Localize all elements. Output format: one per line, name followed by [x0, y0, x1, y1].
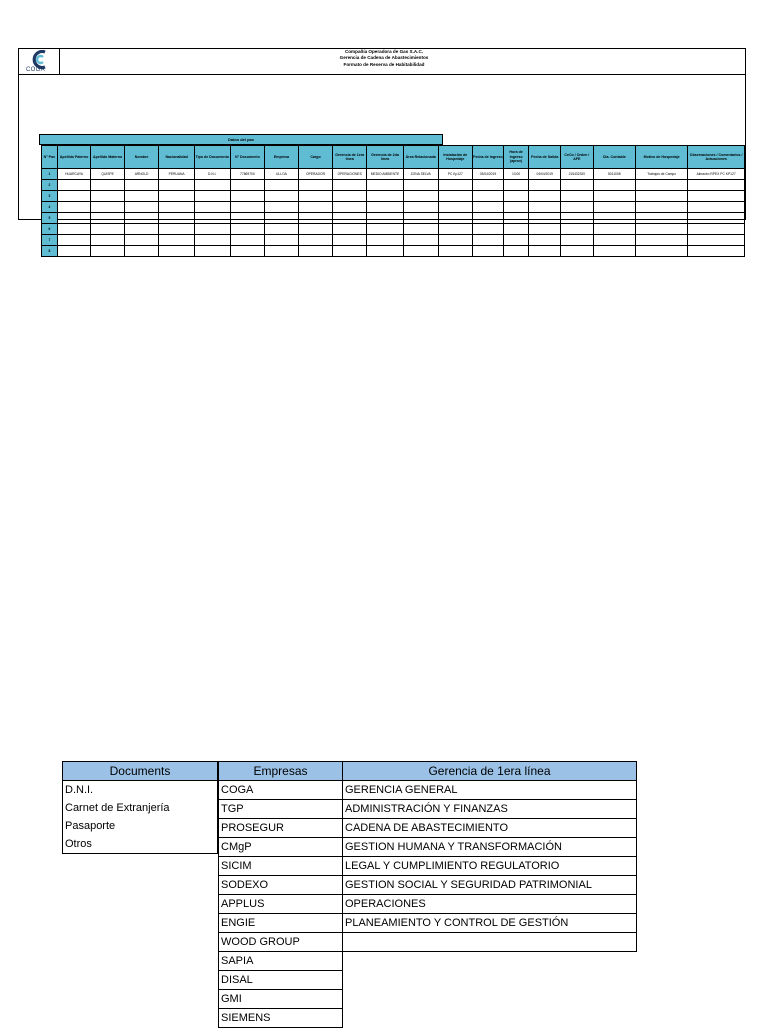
table-cell[interactable]: [124, 191, 158, 202]
column-header: Cargo: [298, 146, 333, 169]
documents-list: [62, 761, 218, 854]
table-cell[interactable]: [503, 180, 529, 191]
table-cell[interactable]: ULLOA: [265, 169, 299, 180]
table-cell[interactable]: [194, 202, 230, 213]
table-cell[interactable]: [298, 235, 333, 246]
table-body: [42, 169, 745, 257]
table-cell[interactable]: Almacén RPEX PC KP127: [688, 169, 745, 180]
table-cell[interactable]: [159, 235, 195, 246]
table-cell[interactable]: [635, 191, 687, 202]
table-row: [42, 202, 745, 213]
gerencias-header: Gerencia de 1era línea: [343, 762, 637, 781]
table-cell[interactable]: 03/04/2019: [473, 169, 504, 180]
table-row: [42, 246, 745, 257]
table-cell[interactable]: [473, 191, 504, 202]
table-cell[interactable]: [124, 224, 158, 235]
company-title: Compañía Operadora de Gas S.A.C.: [344, 49, 424, 54]
table-cell[interactable]: [635, 246, 687, 257]
table-cell[interactable]: [159, 246, 195, 257]
table-cell[interactable]: [333, 246, 367, 257]
empresa-item: SAPIA: [219, 952, 343, 971]
table-cell[interactable]: 13:00: [503, 169, 529, 180]
table-cell[interactable]: Trabajos de Campo: [635, 169, 687, 180]
table-cell[interactable]: HUARCAYA: [57, 169, 91, 180]
column-header: Motivo de Hospedaje: [635, 146, 687, 169]
table-cell[interactable]: [57, 180, 91, 191]
gerencia-item: GERENCIA GENERAL: [343, 781, 637, 800]
table-cell[interactable]: [367, 246, 404, 257]
table-cell[interactable]: [561, 213, 594, 224]
row-number-cell: 2: [42, 180, 58, 191]
row-number-cell: 6: [42, 224, 58, 235]
department-title: Gerencia de Cadena de Abastecimientos: [339, 55, 429, 61]
table-row: [42, 191, 745, 202]
table-cell[interactable]: [403, 213, 438, 224]
table-cell[interactable]: [57, 213, 91, 224]
table-cell[interactable]: [403, 202, 438, 213]
row-number-cell: 1: [42, 169, 58, 180]
table-cell[interactable]: [503, 224, 529, 235]
table-cell[interactable]: [473, 213, 504, 224]
table-cell[interactable]: [194, 180, 230, 191]
gerencias-list: [342, 761, 637, 952]
table-cell[interactable]: [473, 180, 504, 191]
table-cell[interactable]: [473, 246, 504, 257]
table-cell[interactable]: [403, 191, 438, 202]
table-cell[interactable]: [91, 246, 125, 257]
gerencia-item: PLANEAMIENTO Y CONTROL DE GESTIÓN: [343, 914, 637, 933]
gerencia-item: OPERACIONES: [343, 895, 637, 914]
empresa-item: COGA: [219, 781, 343, 800]
table-cell[interactable]: [529, 224, 561, 235]
table-cell[interactable]: [529, 180, 561, 191]
column-header: Fecha de Ingreso: [473, 146, 504, 169]
gerencia-item: GESTION SOCIAL Y SEGURIDAD PATRIMONIAL: [343, 876, 637, 895]
table-cell[interactable]: [333, 235, 367, 246]
table-cell[interactable]: [688, 246, 745, 257]
table-cell[interactable]: [593, 180, 635, 191]
table-cell[interactable]: [333, 180, 367, 191]
table-cell[interactable]: [593, 246, 635, 257]
table-cell[interactable]: [503, 191, 529, 202]
table-cell[interactable]: [561, 235, 594, 246]
table-cell[interactable]: [230, 224, 265, 235]
table-cell[interactable]: [403, 246, 438, 257]
row-number-cell: 7: [42, 235, 58, 246]
table-cell[interactable]: [403, 235, 438, 246]
table-cell[interactable]: 5011008: [593, 169, 635, 180]
table-cell[interactable]: [333, 202, 367, 213]
empresa-item: ENGIE: [219, 914, 343, 933]
table-cell[interactable]: [124, 202, 158, 213]
table-cell[interactable]: [194, 191, 230, 202]
empresa-item: PROSEGUR: [219, 819, 343, 838]
gerencia-item: GESTION HUMANA Y TRANSFORMACIÓN: [343, 838, 637, 857]
table-cell[interactable]: [529, 191, 561, 202]
table-cell[interactable]: [688, 224, 745, 235]
table-cell[interactable]: [298, 213, 333, 224]
table-cell[interactable]: ZONA SELVA: [403, 169, 438, 180]
document-type-item: Carnet de Extranjería: [63, 799, 218, 817]
empresa-item: SIEMENS: [219, 1009, 343, 1028]
table-cell[interactable]: [438, 246, 473, 257]
column-header: Fecha de Salida: [529, 146, 561, 169]
document-type-item: Pasaporte: [63, 817, 218, 835]
table-cell[interactable]: [438, 213, 473, 224]
table-cell[interactable]: D.N.I.: [194, 169, 230, 180]
table-cell[interactable]: 77869700: [230, 169, 265, 180]
table-row: [42, 224, 745, 235]
column-header: Nombre: [124, 146, 158, 169]
table-cell[interactable]: [91, 224, 125, 235]
table-cell[interactable]: PC Kp127: [438, 169, 473, 180]
table-cell[interactable]: [503, 235, 529, 246]
column-header: N° Documento: [230, 146, 265, 169]
table-cell[interactable]: [298, 202, 333, 213]
header-separator: [19, 74, 745, 75]
documents-header: Documents: [63, 762, 218, 781]
table-cell[interactable]: [298, 191, 333, 202]
table-cell[interactable]: [529, 202, 561, 213]
column-header: Hora de Ingreso (aprox): [503, 146, 529, 169]
column-header: Apellido Materno: [91, 146, 125, 169]
table-cell[interactable]: [57, 246, 91, 257]
table-cell[interactable]: [561, 191, 594, 202]
table-cell[interactable]: [593, 213, 635, 224]
table-row: [42, 235, 745, 246]
table-cell[interactable]: [91, 180, 125, 191]
column-header: Gerencia de 1era línea: [333, 146, 367, 169]
table-row: [42, 213, 745, 224]
table-cell[interactable]: [333, 191, 367, 202]
table-cell[interactable]: [265, 224, 299, 235]
table-cell[interactable]: [194, 246, 230, 257]
table-cell[interactable]: [635, 180, 687, 191]
table-cell[interactable]: [503, 246, 529, 257]
column-header: Observaciones / Comentarios / Actuaciones: [688, 146, 745, 169]
column-header: Área Relacionada: [403, 146, 438, 169]
reservation-form: [18, 48, 746, 253]
table-cell[interactable]: ARNOLD: [124, 169, 158, 180]
table-cell[interactable]: [57, 191, 91, 202]
table-cell[interactable]: [298, 224, 333, 235]
table-cell[interactable]: [635, 213, 687, 224]
table-cell[interactable]: [124, 180, 158, 191]
table-cell[interactable]: [367, 202, 404, 213]
table-cell[interactable]: QUISPE: [91, 169, 125, 180]
table-cell[interactable]: [561, 224, 594, 235]
document-type-item: D.N.I.: [63, 781, 218, 800]
empresa-item: SODEXO: [219, 876, 343, 895]
table-cell[interactable]: [91, 235, 125, 246]
table-cell[interactable]: [438, 235, 473, 246]
table-cell[interactable]: [265, 213, 299, 224]
column-header: N° Pax: [42, 146, 58, 169]
table-cell[interactable]: [159, 191, 195, 202]
table-cell[interactable]: 215432320: [561, 169, 594, 180]
empresa-item: CMgP: [219, 838, 343, 857]
table-cell[interactable]: [159, 180, 195, 191]
table-cell[interactable]: [529, 235, 561, 246]
table-cell[interactable]: [561, 180, 594, 191]
row-number-cell: 4: [42, 202, 58, 213]
table-cell[interactable]: [298, 246, 333, 257]
table-cell[interactable]: [561, 202, 594, 213]
logo-separator: [59, 48, 60, 74]
table-cell[interactable]: [265, 246, 299, 257]
table-cell[interactable]: [688, 202, 745, 213]
column-header: Empresa: [265, 146, 299, 169]
table-cell[interactable]: MEDIO AMBIENTE: [367, 169, 404, 180]
table-cell[interactable]: [57, 224, 91, 235]
table-cell[interactable]: [367, 213, 404, 224]
table-cell[interactable]: 04/04/2019: [529, 169, 561, 180]
row-number-cell: 5: [42, 213, 58, 224]
document-type-item: Otros: [63, 835, 218, 854]
table-cell[interactable]: [473, 202, 504, 213]
table-cell[interactable]: [438, 191, 473, 202]
table-cell[interactable]: [230, 202, 265, 213]
table-cell[interactable]: [159, 224, 195, 235]
table-cell[interactable]: [688, 180, 745, 191]
column-header: Tipo de Documento: [194, 146, 230, 169]
empresa-item: DISAL: [219, 971, 343, 990]
table-cell[interactable]: [688, 213, 745, 224]
row-number-cell: 8: [42, 246, 58, 257]
table-cell[interactable]: [473, 235, 504, 246]
row-number-cell: 3: [42, 191, 58, 202]
table-cell[interactable]: PERUANA: [159, 169, 195, 180]
gerencia-item: LEGAL Y CUMPLIMIENTO REGULATORIO: [343, 857, 637, 876]
table-cell[interactable]: [561, 246, 594, 257]
table-cell[interactable]: [688, 235, 745, 246]
table-cell[interactable]: [593, 224, 635, 235]
table-cell[interactable]: [438, 224, 473, 235]
empresas-header: Empresas: [219, 762, 343, 781]
form-title: Formato de Reserva de Habitabilidad: [343, 61, 425, 67]
table-cell[interactable]: [265, 202, 299, 213]
table-cell[interactable]: [298, 180, 333, 191]
table-row: [42, 180, 745, 191]
table-cell[interactable]: [367, 235, 404, 246]
table-cell[interactable]: [529, 246, 561, 257]
table-cell[interactable]: OPERACIONES: [333, 169, 367, 180]
table-cell[interactable]: [230, 246, 265, 257]
form-titles: [229, 49, 539, 68]
empresa-item: APPLUS: [219, 895, 343, 914]
empresa-item: WOOD GROUP: [219, 933, 343, 952]
table-cell[interactable]: [124, 213, 158, 224]
table-cell[interactable]: [265, 180, 299, 191]
table-cell[interactable]: [333, 224, 367, 235]
table-cell[interactable]: [403, 224, 438, 235]
table-cell[interactable]: [230, 180, 265, 191]
gerencia-item: CADENA DE ABASTECIMIENTO: [343, 819, 637, 838]
table-header-row: [42, 146, 745, 169]
table-cell[interactable]: [593, 191, 635, 202]
table-cell[interactable]: [57, 235, 91, 246]
table-cell[interactable]: [230, 235, 265, 246]
table-cell[interactable]: [367, 180, 404, 191]
table-cell[interactable]: [688, 191, 745, 202]
table-cell[interactable]: [159, 202, 195, 213]
column-header: Cta. Contable: [593, 146, 635, 169]
empresa-item: GMI: [219, 990, 343, 1009]
table-cell[interactable]: [194, 224, 230, 235]
table-cell[interactable]: [403, 180, 438, 191]
column-header: Apellido Paterno: [57, 146, 91, 169]
reservation-table: [41, 145, 745, 257]
empresa-item: SICIM: [219, 857, 343, 876]
column-header: Gerencia de 2da línea: [367, 146, 404, 169]
table-cell[interactable]: [265, 191, 299, 202]
table-cell[interactable]: [367, 224, 404, 235]
pax-data-band: Datos del pax: [39, 134, 443, 145]
table-cell[interactable]: [159, 213, 195, 224]
table-cell[interactable]: [529, 213, 561, 224]
table-cell[interactable]: [265, 235, 299, 246]
table-cell[interactable]: [635, 235, 687, 246]
table-cell[interactable]: [503, 213, 529, 224]
column-header: Nacionalidad: [159, 146, 195, 169]
table-cell[interactable]: [473, 224, 504, 235]
empresas-list: [218, 761, 343, 1028]
table-cell[interactable]: [124, 235, 158, 246]
table-cell[interactable]: [230, 213, 265, 224]
logo-wordmark: COGA: [26, 67, 45, 73]
table-cell[interactable]: [438, 202, 473, 213]
table-cell[interactable]: [124, 246, 158, 257]
table-cell[interactable]: [194, 235, 230, 246]
table-cell[interactable]: [57, 202, 91, 213]
table-cell[interactable]: [91, 202, 125, 213]
table-cell[interactable]: [503, 202, 529, 213]
table-cell[interactable]: [593, 202, 635, 213]
table-cell[interactable]: [635, 224, 687, 235]
table-cell[interactable]: [333, 213, 367, 224]
gerencia-item: ADMINISTRACIÓN Y FINANZAS: [343, 800, 637, 819]
table-cell[interactable]: [367, 191, 404, 202]
table-cell[interactable]: [91, 213, 125, 224]
table-cell[interactable]: [438, 180, 473, 191]
table-cell[interactable]: [194, 213, 230, 224]
column-header: Instalación de Hospedaje: [438, 146, 473, 169]
gerencia-item: [343, 933, 637, 952]
table-cell[interactable]: [230, 191, 265, 202]
table-cell[interactable]: [635, 202, 687, 213]
table-row: [42, 169, 745, 180]
table-cell[interactable]: [593, 235, 635, 246]
column-header: CeCo / Orden / AFE: [561, 146, 594, 169]
table-cell[interactable]: OPERADOR: [298, 169, 333, 180]
table-cell[interactable]: [91, 191, 125, 202]
empresa-item: TGP: [219, 800, 343, 819]
